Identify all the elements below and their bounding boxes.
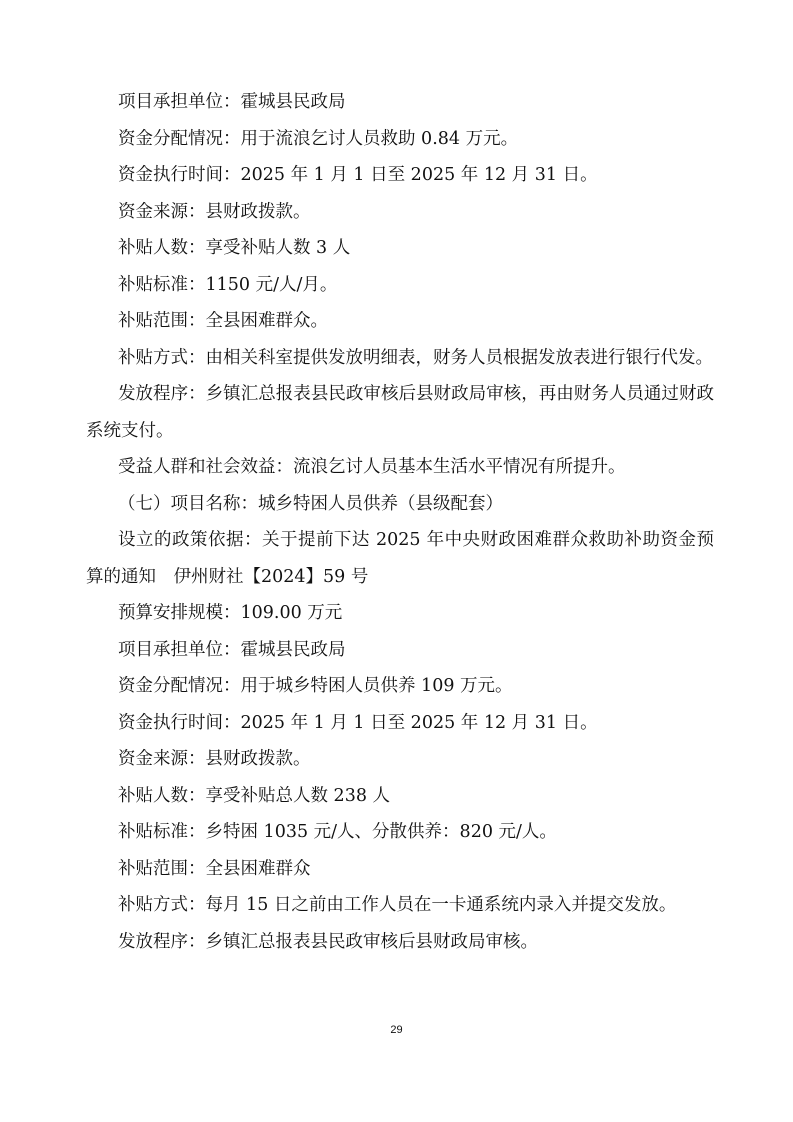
paragraph-distribution-procedure-2: 发放程序：乡镇汇总报表县民政审核后县财政局审核。 — [118, 931, 538, 952]
paragraph-subsidy-standard-2: 补贴标准：乡特困 1035 元/人、分散供养：820 元/人。 — [118, 822, 557, 842]
paragraph-distribution-procedure: 发放程序：乡镇汇总报表县民政审核后县财政局审核，再由财务人员通过财政系统支付。 — [86, 384, 714, 441]
paragraph-subsidy-count: 补贴人数：享受补贴人数 3 人 — [118, 238, 351, 258]
paragraph-subsidy-method-2: 补贴方式：每月 15 日之前由工作人员在一卡通系统内录入并提交发放。 — [118, 895, 677, 915]
paragraph-subsidy-count-2: 补贴人数：享受补贴总人数 238 人 — [118, 785, 391, 806]
section-heading-project-7: （七）项目名称：城乡特困人员供养（县级配套） — [118, 493, 503, 514]
paragraph-subsidy-method: 补贴方式：由相关科室提供发放明细表，财务人员根据发放表进行银行代发。 — [118, 347, 713, 368]
paragraph-subsidy-scope-2: 补贴范围：全县困难群众 — [118, 858, 311, 879]
paragraph-execution-time: 资金执行时间：2025 年 1 月 1 日至 2025 年 12 月 31 日。 — [118, 165, 598, 185]
document-body — [86, 84, 714, 960]
paragraph-policy-basis: 设立的政策依据：关于提前下达 2025 年中央财政困难群众救助补助资金预算的通知 伊州财社【2024】59 号 — [86, 530, 714, 587]
page-number: 29 — [390, 1024, 403, 1036]
paragraph-budget-scale: 预算安排规模：109.00 万元 — [118, 603, 343, 623]
paragraph-project-unit: 项目承担单位：霍城县民政局 — [118, 92, 346, 112]
paragraph-subsidy-standard: 补贴标准：1150 元/人/月。 — [118, 274, 338, 295]
paragraph-fund-source: 资金来源：县财政拨款。 — [118, 201, 311, 222]
paragraph-fund-source-2: 资金来源：县财政拨款。 — [118, 749, 311, 769]
paragraph-subsidy-scope: 补贴范围：全县困难群众。 — [118, 311, 328, 331]
paragraph-fund-allocation-2: 资金分配情况：用于城乡特困人员供养 109 万元。 — [118, 676, 513, 696]
paragraph-execution-time-2: 资金执行时间：2025 年 1 月 1 日至 2025 年 12 月 31 日。 — [118, 712, 598, 733]
paragraph-fund-allocation: 资金分配情况：用于流浪乞讨人员救助 0.84 万元。 — [118, 128, 519, 149]
paragraph-beneficiaries: 受益人群和社会效益：流浪乞讨人员基本生活水平情况有所提升。 — [118, 457, 626, 477]
paragraph-project-unit-2: 项目承担单位：霍城县民政局 — [118, 639, 346, 660]
